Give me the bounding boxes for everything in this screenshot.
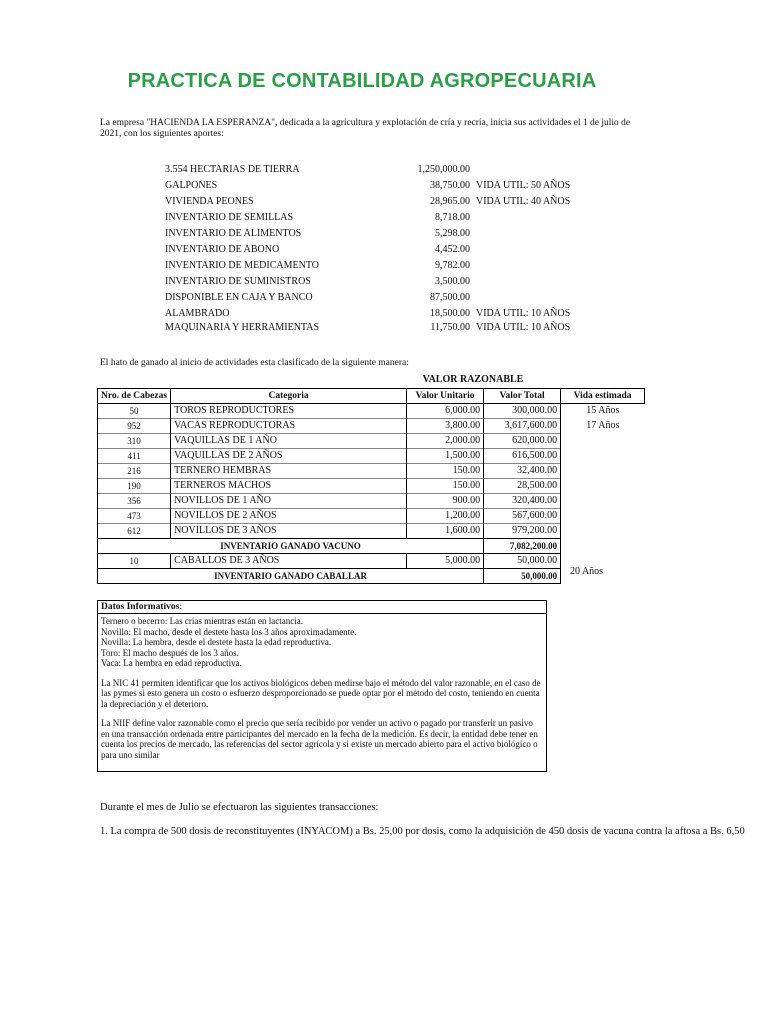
table-row (98, 434, 645, 449)
total-value-cell: 320,400.00 (484, 494, 561, 509)
transaction-1: 1. La compra de 500 dosis de reconstituyentes (INYACOM) a Bs. 25,00 por dosis, como la adquisición de 450 dosis de vacuna contra la aftosa a Bs. 6,50 (100, 826, 745, 837)
heads-cell: 411 (98, 449, 171, 464)
definition-line: Vaca: La hembra en edad reproductiva. (101, 658, 242, 668)
unit-value-cell: 5,000.00 (407, 554, 484, 569)
table-row (98, 464, 645, 479)
asset-row (0, 244, 600, 259)
intro-paragraph: La empresa "HACIENDA LA ESPERANZA", dedicada a la agricultura y explotación de cría y recría, inicia sus actividades el 1 de julio de 2021, con los siguientes aportes: (100, 118, 631, 139)
cattle-total-label: INVENTARIO GANADO VACUNO (98, 539, 484, 554)
col-estimated-life: Vida estimada (561, 389, 645, 404)
definitions (101, 616, 543, 669)
asset-value: 87,500.00 (430, 292, 470, 303)
asset-row (0, 228, 600, 243)
niif-paragraph: La NIIF define valor razonable como el precio que sería recibido por vender un activo o pagado por transferir un pasivo en una transacción ordenada entre participantes del mercado en la fecha de la medición. Es decir, la entidad debe tener en cuenta los precios de mercado, las referencias del sector agrícola y si existe un mercado abierto para el activo biológico o para uno similar (101, 718, 538, 760)
total-value-cell: 28,500.00 (484, 479, 561, 494)
table-row (98, 419, 645, 434)
total-value-cell: 567,600.00 (484, 509, 561, 524)
heads-cell: 10 (98, 554, 171, 569)
asset-value: 18,500.00 (430, 308, 470, 319)
total-value-cell: 3,617,600.00 (484, 419, 561, 434)
life-cell (561, 509, 645, 524)
heads-cell: 612 (98, 524, 171, 539)
horses-life: 20 Años (570, 566, 604, 577)
category-cell: TERNEROS MACHOS (171, 479, 407, 494)
asset-value: 11,750.00 (430, 322, 470, 333)
info-header-colon: : (179, 602, 183, 612)
table-row (98, 449, 645, 464)
heads-cell: 473 (98, 509, 171, 524)
life-cell (561, 479, 645, 494)
unit-value-cell: 150.00 (407, 479, 484, 494)
asset-note: VIDA UTIL: 50 AÑOS (476, 180, 571, 191)
category-cell: VACAS REPRODUCTORAS (171, 419, 407, 434)
asset-value: 38,750.00 (430, 180, 470, 191)
definition-line: Novilla: La hembra, desde el destete hasta la edad reproductiva. (101, 637, 332, 647)
unit-value-cell: 150.00 (407, 464, 484, 479)
fair-value-header: VALOR RAZONABLE (422, 374, 524, 385)
unit-value-cell: 3,800.00 (407, 419, 484, 434)
total-value-cell: 32,400.00 (484, 464, 561, 479)
horses-total-label: INVENTARIO GANADO CABALLAR (98, 569, 484, 584)
col-category: Categoria (171, 389, 407, 404)
asset-row (0, 292, 600, 307)
unit-value-cell: 1,600.00 (407, 524, 484, 539)
asset-name: INVENTARIO DE MEDICAMENTO (165, 260, 319, 271)
asset-name: ALAMBRADO (165, 308, 230, 319)
category-cell: NOVILLOS DE 1 AÑO (171, 494, 407, 509)
asset-value: 4,452.00 (435, 244, 470, 255)
asset-value: 1,250,000.00 (417, 164, 470, 175)
life-cell (561, 494, 645, 509)
life-cell (561, 524, 645, 539)
asset-value: 3,500.00 (435, 276, 470, 287)
category-cell: CABALLOS DE 3 AÑOS (171, 554, 407, 569)
info-header (98, 601, 546, 614)
asset-note: VIDA UTIL: 10 AÑOS (476, 322, 571, 333)
asset-name: INVENTARIO DE SUMINISTROS (165, 276, 311, 287)
definition-line: Novillo: El macho, desde el destete hasta los 3 años aproximadamente. (101, 626, 357, 637)
info-box (97, 600, 547, 772)
total-value-cell: 979,200.00 (484, 524, 561, 539)
category-cell: VAQUILLAS DE 1 AÑO (171, 434, 407, 449)
heads-cell: 356 (98, 494, 171, 509)
asset-name: INVENTARIO DE ALIMENTOS (165, 228, 302, 239)
table-row (98, 404, 645, 419)
asset-row (0, 212, 600, 227)
asset-row (0, 276, 600, 291)
col-unit-value: Valor Unitario (407, 389, 484, 404)
asset-row (0, 322, 600, 337)
col-total-value: Valor Total (484, 389, 561, 404)
heads-cell: 50 (98, 404, 171, 419)
herd-intro: El hato de ganado al inicio de actividades esta clasificado de la siguiente manera: (100, 358, 409, 368)
info-header-title: Datos Informativos (101, 602, 180, 612)
cattle-total-row (98, 539, 645, 554)
asset-value: 28,965.00 (430, 196, 470, 207)
heads-cell: 310 (98, 434, 171, 449)
heads-cell: 952 (98, 419, 171, 434)
table-row (98, 479, 645, 494)
asset-note: VIDA UTIL: 40 AÑOS (476, 196, 571, 207)
total-value-cell: 616,500.00 (484, 449, 561, 464)
horses-total-row (98, 569, 645, 584)
life-cell (561, 434, 645, 449)
col-heads: Nro. de Cabezas (98, 389, 171, 404)
unit-value-cell: 900.00 (407, 494, 484, 509)
nic41-paragraph: La NIC 41 permiten identificar que los activos biológicos deben medirse bajo el método del valor razonable, en el caso de las pymes si esto genera un costo o esfuerzo desproporcionado se puede optar por el método del costo, teniendo en cuenta la depreciación y el deterioro. (101, 677, 541, 709)
definition-line: Ternero o becerro: Las crías mientras están en lactancia. (101, 616, 304, 626)
life-cell: 15 Años (586, 405, 620, 417)
july-intro: Durante el mes de Julio se efectuaron las siguientes transacciones: (100, 802, 379, 813)
table-row (98, 494, 645, 509)
info-body (98, 614, 546, 771)
life-cell (561, 449, 645, 464)
asset-value: 5,298.00 (435, 228, 470, 239)
table-header-row (98, 389, 645, 404)
unit-value-cell: 1,500.00 (407, 449, 484, 464)
table-row (98, 509, 645, 524)
category-cell: VAQUILLAS DE 2 AÑOS (171, 449, 407, 464)
asset-note: VIDA UTIL: 10 AÑOS (476, 308, 571, 319)
unit-value-cell: 6,000.00 (407, 404, 484, 419)
table-row (98, 524, 645, 539)
total-value-cell: 50,000.00 (484, 554, 561, 569)
definition-line: Toro: El macho después de los 3 años. (101, 647, 239, 658)
unit-value-cell: 2,000.00 (407, 434, 484, 449)
asset-name: 3.554 HECTARIAS DE TIERRA (165, 164, 300, 175)
asset-row (0, 260, 600, 275)
asset-value: 9,782.00 (435, 260, 470, 271)
category-cell: NOVILLOS DE 3 AÑOS (171, 524, 407, 539)
heads-cell: 190 (98, 479, 171, 494)
table-row (98, 554, 645, 569)
asset-name: MAQUINARIA Y HERRAMIENTAS (165, 322, 320, 333)
asset-name: GALPONES (165, 180, 218, 191)
unit-value-cell: 1,200.00 (407, 509, 484, 524)
asset-name: DISPONIBLE EN CAJA Y BANCO (165, 292, 313, 303)
empty-cell (561, 539, 645, 554)
heads-cell: 216 (98, 464, 171, 479)
asset-row (0, 196, 600, 211)
life-cell: 17 Años (586, 420, 620, 431)
asset-name: INVENTARIO DE ABONO (165, 244, 280, 255)
horses-total-value: 50,000.00 (484, 569, 561, 584)
asset-name: INVENTARIO DE SEMILLAS (165, 212, 294, 223)
asset-row (0, 180, 600, 195)
category-cell: NOVILLOS DE 2 AÑOS (171, 509, 407, 524)
cattle-table (97, 388, 645, 584)
page-title: PRACTICA DE CONTABILIDAD AGROPECUARIA (127, 70, 597, 92)
asset-row (0, 164, 600, 179)
asset-name: VIVIENDA PEONES (165, 196, 254, 207)
total-value-cell: 620,000.00 (484, 434, 561, 449)
asset-row (0, 308, 600, 323)
category-cell: TOROS REPRODUCTORES (171, 404, 407, 419)
life-cell (561, 464, 645, 479)
total-value-cell: 300,000.00 (484, 404, 561, 419)
cattle-total-value: 7,082,200.00 (484, 539, 561, 554)
category-cell: TERNERO HEMBRAS (171, 464, 407, 479)
asset-value: 8,718.00 (435, 212, 470, 223)
